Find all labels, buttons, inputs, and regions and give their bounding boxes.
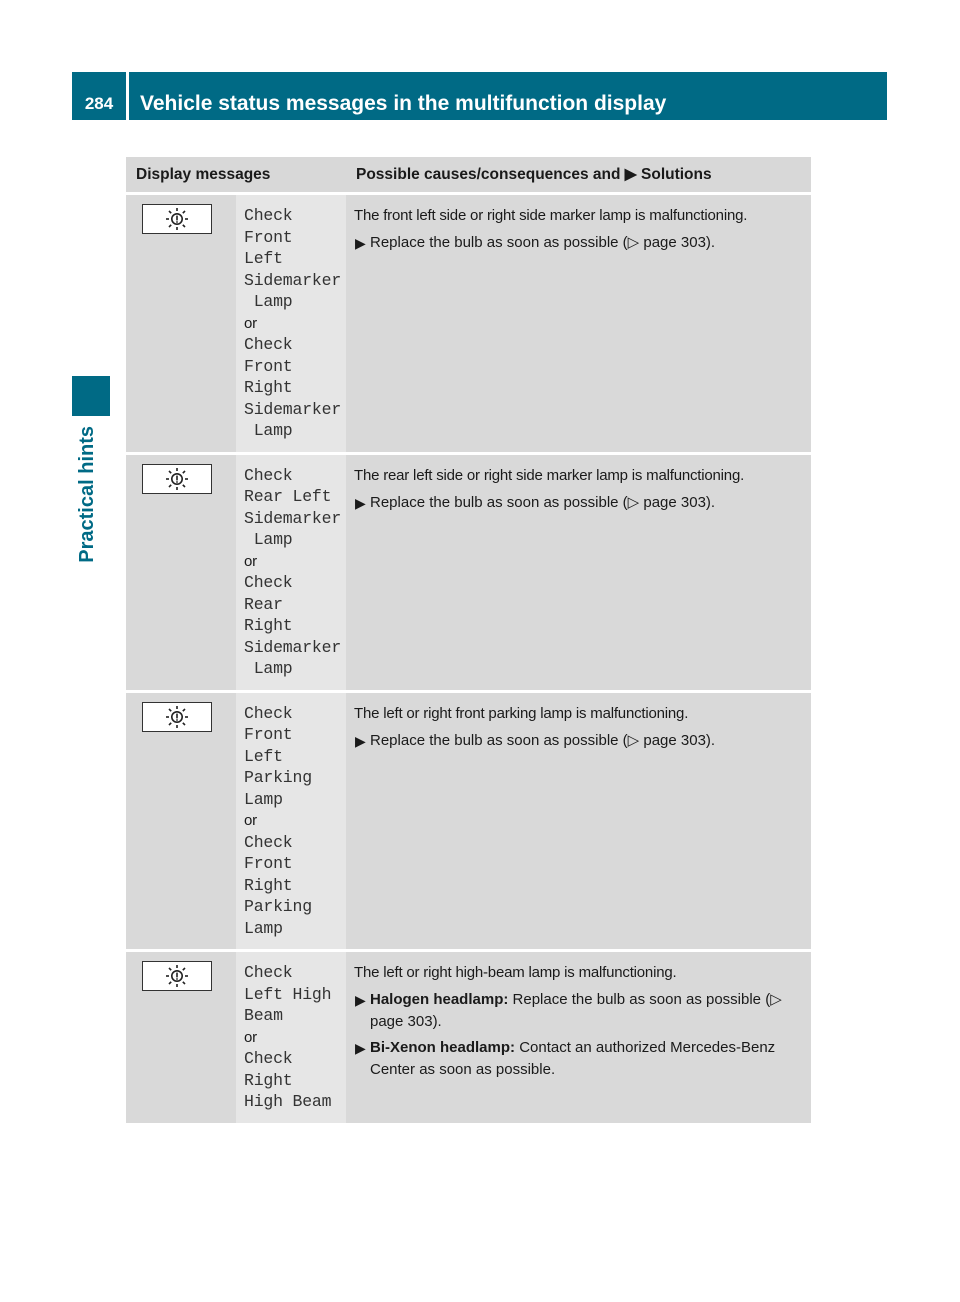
- message-line: Sidemarker: [244, 508, 342, 528]
- message-line: Right: [244, 378, 293, 397]
- message-line: Check: [244, 1049, 293, 1068]
- solution-step: [354, 730, 805, 752]
- step-text: Replace the bulb as soon as possible (▷ page 303).: [370, 731, 716, 749]
- display-icon-frame: [142, 204, 212, 234]
- message-line: Right: [244, 1070, 293, 1090]
- icon-cell: [126, 693, 236, 950]
- bulb-warning-icon: [164, 964, 190, 988]
- solution-cell: [346, 195, 811, 452]
- message-line: Parking: [244, 768, 312, 787]
- message-line: Check: [244, 703, 293, 723]
- icon-cell: [126, 455, 236, 690]
- message-line: Check: [244, 206, 293, 225]
- bulb-warning-icon: [164, 705, 190, 729]
- or-separator: or: [244, 314, 257, 332]
- solution-step: [354, 232, 805, 254]
- message-line: Sidemarker: [244, 270, 342, 290]
- table-row: [126, 693, 811, 950]
- table-row: [126, 195, 811, 452]
- display-message-cell: [236, 952, 346, 1123]
- message-line: High Beam: [244, 1092, 332, 1111]
- table-row: [126, 455, 811, 690]
- message-line: Rear: [244, 594, 283, 614]
- step-text: Contact an authorized Mercedes-Benz Center as soon as possible.: [370, 1039, 776, 1078]
- message-line: Right: [244, 875, 293, 895]
- header-divider: [126, 72, 129, 120]
- solution-step: [354, 492, 805, 514]
- table-header-row: [126, 157, 811, 192]
- side-tab-marker: [72, 376, 110, 416]
- message-line: Front: [244, 854, 293, 873]
- step-arrow-icon: ▶: [355, 1040, 366, 1056]
- message-line: Lamp: [244, 530, 293, 549]
- message-line: Check: [244, 963, 293, 982]
- cause-text: The front left side or right side marker lamp is malfunctioning.: [354, 207, 748, 224]
- step-arrow-icon: ▶: [355, 732, 366, 749]
- header-display-messages: Display messages: [126, 157, 346, 192]
- cause-text: The left or right high-beam lamp is malfunctioning.: [354, 964, 677, 981]
- message-line: Front: [244, 227, 293, 247]
- message-line: Lamp: [244, 789, 283, 809]
- icon-cell: [126, 952, 236, 1123]
- solution-step: [354, 989, 805, 1033]
- solution-cell: [346, 693, 811, 950]
- message-line: Beam: [244, 1006, 283, 1025]
- step-text: Replace the bulb as soon as possible (▷ page 303).: [370, 991, 782, 1030]
- message-line: Lamp: [244, 292, 293, 311]
- display-message-cell: [236, 455, 346, 690]
- display-icon-frame: [142, 464, 212, 494]
- step-text: Replace the bulb as soon as possible (▷ page 303).: [370, 234, 716, 251]
- message-line: Lamp: [244, 918, 283, 938]
- display-icon-frame: [142, 702, 212, 732]
- message-line: Left High: [244, 984, 332, 1004]
- section-label: Practical hints: [76, 426, 98, 563]
- solution-cell: [346, 455, 811, 690]
- display-message-cell: [236, 195, 346, 452]
- step-heading: Halogen headlamp:: [370, 991, 509, 1008]
- cause-text: The rear left side or right side marker lamp is malfunctioning.: [354, 466, 745, 484]
- message-line: Check: [244, 573, 293, 592]
- or-separator: or: [244, 812, 257, 829]
- header-solutions: Possible causes/consequences and ▶ Solutions: [346, 157, 811, 192]
- message-line: Front: [244, 356, 293, 376]
- icon-cell: [126, 195, 236, 452]
- message-line: Sidemarker: [244, 637, 342, 657]
- page-number: 284: [84, 94, 114, 113]
- step-text: Replace the bulb as soon as possible (▷ page 303).: [370, 493, 716, 511]
- bulb-warning-icon: [164, 207, 190, 231]
- step-heading: Bi-Xenon headlamp:: [370, 1039, 516, 1056]
- message-line: Right: [244, 616, 293, 635]
- display-icon-frame: [142, 961, 212, 991]
- bulb-warning-icon: [164, 467, 190, 491]
- message-line: Parking: [244, 897, 312, 916]
- message-line: Lamp: [244, 659, 293, 678]
- cause-text: The left or right front parking lamp is malfunctioning.: [354, 704, 689, 722]
- or-separator: or: [244, 1028, 257, 1046]
- message-line: Rear Left: [244, 487, 332, 506]
- message-line: Left: [244, 746, 283, 766]
- step-arrow-icon: ▶: [355, 494, 366, 511]
- table-row: [126, 952, 811, 1123]
- step-arrow-icon: ▶: [355, 992, 366, 1008]
- messages-table: [126, 154, 811, 1126]
- message-line: Sidemarker: [244, 399, 342, 419]
- message-line: Check: [244, 832, 293, 852]
- page-title: Vehicle status messages in the multifunction display: [140, 92, 667, 115]
- message-line: Lamp: [244, 421, 293, 440]
- message-line: Left: [244, 249, 283, 268]
- step-arrow-icon: ▶: [355, 235, 366, 251]
- solution-step: [354, 1037, 805, 1081]
- message-line: Check: [244, 465, 293, 485]
- or-separator: or: [244, 552, 257, 570]
- message-line: Front: [244, 725, 293, 744]
- display-message-cell: [236, 693, 346, 950]
- solution-cell: [346, 952, 811, 1123]
- message-line: Check: [244, 335, 293, 354]
